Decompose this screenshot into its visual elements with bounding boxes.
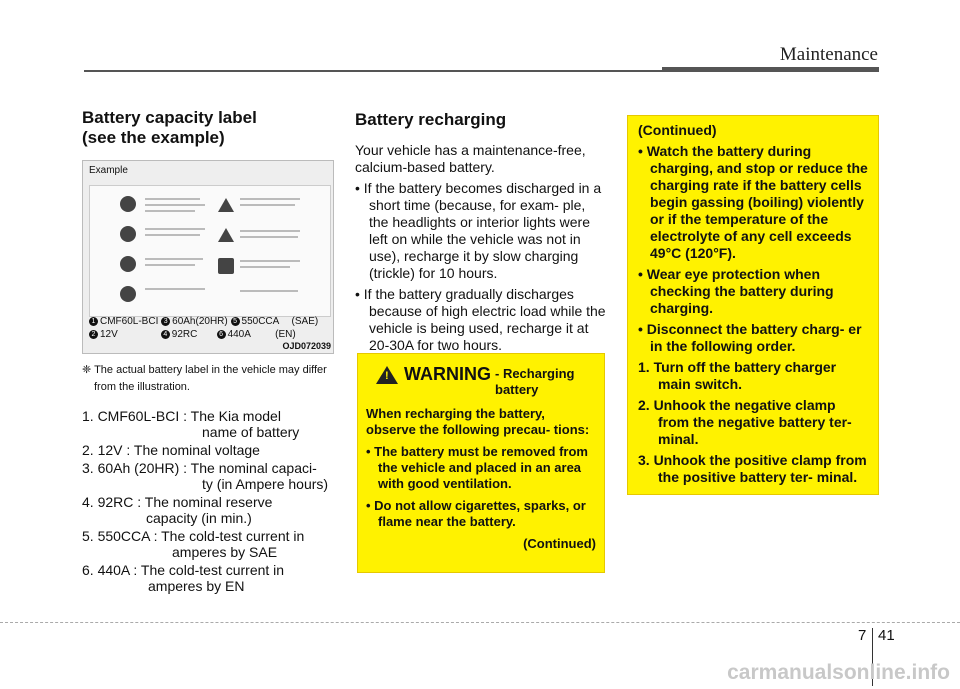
manual-icon xyxy=(218,258,234,274)
step-item: 3. Unhook the positive clamp from the positive battery ter- minal. xyxy=(638,452,867,485)
label-spec-list xyxy=(82,408,334,594)
step-item: 1. Turn off the battery charger main switch. xyxy=(638,359,837,392)
label-code-row: 1 CMF60L-BCI 3 60Ah(20HR) 5 550CCA (SAE) xyxy=(89,316,329,329)
continued-label: (Continued) xyxy=(638,122,717,138)
spec-item: 1. CMF60L-BCI : The Kia model name of battery xyxy=(82,408,300,440)
warning-box xyxy=(357,353,605,573)
battery-label-illustration xyxy=(82,160,334,354)
spec-item: 2. 12V : The nominal voltage xyxy=(82,442,260,458)
image-caption: OJD072039 xyxy=(282,341,331,351)
battery-recharging-section xyxy=(355,110,607,354)
explosive-gas-icon xyxy=(218,228,234,242)
list-item: • Disconnect the battery charg- er in the following order. xyxy=(638,321,862,354)
page-number: 41 xyxy=(878,627,895,644)
recycle-icon xyxy=(120,286,136,302)
spec-item: 5. 550CCA : The cold-test current in amperes by SAE xyxy=(82,528,305,560)
section-title: Battery capacity label (see the example) xyxy=(82,108,257,147)
footer-divider xyxy=(0,622,960,623)
list-item: • Wear eye protection when checking the battery during charging. xyxy=(638,266,834,316)
label-code-table xyxy=(89,316,329,342)
spec-item: 3. 60Ah (20HR) : The nominal capaci- ty (in Ampere hours) xyxy=(82,460,329,492)
label-warnings-panel xyxy=(89,185,331,317)
watermark: carmanualsonline.info xyxy=(727,661,950,684)
spec-item: 4. 92RC : The nominal reserve capacity (in min.) xyxy=(82,494,273,526)
example-label: Example xyxy=(89,165,128,176)
warning-header xyxy=(376,364,596,398)
warning-body xyxy=(366,406,596,530)
acid-warning-icon xyxy=(218,198,234,212)
intro-paragraph: Your vehicle has a maintenance-free, calcium-based battery. xyxy=(355,142,586,175)
step-item: 2. Unhook the negative clamp from the negative battery ter- minal. xyxy=(638,397,852,447)
warning-icon: ! xyxy=(376,366,398,384)
list-item: • Do not allow cigarettes, sparks, or flame near the battery. xyxy=(366,498,586,529)
battery-label-section xyxy=(82,108,334,596)
no-smoking-icon xyxy=(120,196,136,212)
illustration-note: ❈ The actual battery label in the vehicle may differ from the illustration. xyxy=(82,364,327,393)
list-item: • Watch the battery during charging, and stop or reduce the charging rate if the battery cells begin gassing (boiling) violently or if the temperature of the electrolyte of any cell exceeds 49°C (120°F). xyxy=(638,143,868,261)
label-code-row: 2 12V 4 92RC 6 440A (EN) xyxy=(89,329,329,342)
list-item: • If the battery becomes discharged in a short time (because, for exam- ple, the headlights or interior lights were left on while the vehicle was not in use), recharge it by slow charging (trickle) for 10 hours. xyxy=(355,180,602,281)
warning-word: WARNING xyxy=(404,364,491,384)
section-title: Battery recharging xyxy=(355,110,507,129)
list-item: • If the battery gradually discharges because of high electric load while the vehicle is being used, recharge it at 20-30A for two hours. xyxy=(355,286,606,353)
spec-item: 6. 440A : The cold-test current in amperes by EN xyxy=(82,562,285,594)
warning-subtitle: - Recharging battery xyxy=(495,366,575,397)
list-item: • The battery must be removed from the vehicle and placed in an area with good ventilation. xyxy=(366,444,588,491)
warning-continued-box xyxy=(627,115,879,495)
section-header-title: Maintenance xyxy=(779,44,878,65)
warning-intro: When recharging the battery, observe the following precau- tions: xyxy=(366,406,590,437)
header-divider-accent xyxy=(662,67,879,72)
keep-away-children-icon xyxy=(120,256,136,272)
continued-label: (Continued) xyxy=(523,536,596,551)
eye-protection-icon xyxy=(120,226,136,242)
chapter-number: 7 xyxy=(858,627,867,644)
